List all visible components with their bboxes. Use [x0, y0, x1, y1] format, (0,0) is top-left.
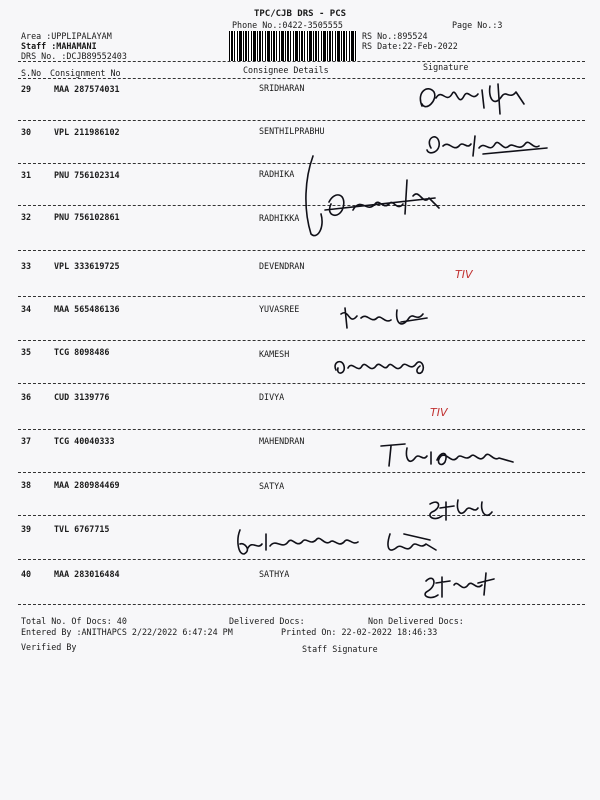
row-divider [18, 340, 585, 341]
row-divider [18, 250, 585, 251]
signature-39-image [230, 520, 450, 566]
row-consignment: MAA 280984469 [54, 480, 120, 490]
document-title: TPC/CJB DRS - PCS [253, 9, 347, 19]
row-consignment: VPL 211986102 [54, 127, 120, 137]
signature-35-image [330, 348, 440, 382]
column-header-consignment: Consignment No [50, 68, 121, 78]
row-consignee: MAHENDRAN [259, 436, 305, 446]
column-header-consignee: Consignee Details [243, 65, 329, 75]
total-docs: Total No. Of Docs: 40 [21, 616, 127, 626]
verified-by: Verified By [21, 642, 77, 652]
row-consignment: PNU 756102314 [54, 170, 120, 180]
row-consignee: SATYA [259, 481, 285, 491]
phone-number: Phone No.:0422-3505555 [232, 20, 343, 30]
entered-by: Entered By :ANITHAPCS 2/22/2022 6:47:24 PM [21, 627, 233, 637]
row-consignment: TCG 8098486 [54, 347, 110, 357]
drs-number: DRS No. :DCJB89552403 [21, 51, 127, 61]
staff-label: Staff :MAHAMANI [21, 41, 97, 51]
signature-34-image [335, 300, 435, 334]
row-sno: 30 [21, 127, 32, 137]
row-consignment: MAA 287574031 [54, 84, 120, 94]
signature-31-32-image [295, 148, 455, 248]
row-consignment: CUD 3139776 [54, 392, 110, 402]
row-consignee: SATHYA [259, 569, 290, 579]
staff-signature: Staff Signature [302, 644, 378, 654]
row-consignee: RADHIKKA [259, 213, 300, 223]
row-consignee: KAMESH [259, 349, 290, 359]
column-header-sno: S.No [21, 68, 42, 78]
row-consignment: MAA 283016484 [54, 569, 120, 579]
row-sno: 40 [21, 569, 32, 579]
row-sno: 39 [21, 524, 32, 534]
rs-date: RS Date:22-Feb-2022 [362, 41, 458, 51]
non-delivered-docs: Non Delivered Docs: [368, 616, 464, 626]
barcode-image [229, 31, 357, 61]
signature-40-image [416, 565, 506, 605]
row-sno: 31 [21, 170, 32, 180]
row-divider [18, 383, 585, 384]
signature-29-image [412, 78, 532, 120]
row-consignee: DIVYA [259, 392, 285, 402]
signature-37-image [375, 438, 525, 474]
row-sno: 29 [21, 84, 32, 94]
row-consignment: PNU 756102861 [54, 212, 120, 222]
row-consignment: TCG 40040333 [54, 436, 115, 446]
row-sno: 37 [21, 436, 32, 446]
row-consignee: SRIDHARAN [259, 83, 305, 93]
row-consignment: TVL 6767715 [54, 524, 110, 534]
row-consignee: DEVENDRAN [259, 261, 305, 271]
row-sno: 35 [21, 347, 32, 357]
delivered-docs: Delivered Docs: [229, 616, 305, 626]
row-sno: 33 [21, 261, 32, 271]
row-divider [18, 296, 585, 297]
row-consignee: YUVASREE [259, 304, 300, 314]
row-sno: 36 [21, 392, 32, 402]
annotation-mark-36: TIV [430, 406, 448, 419]
row-sno: 38 [21, 480, 32, 490]
rs-number: RS No.:895524 [362, 31, 428, 41]
header-divider [18, 61, 585, 62]
column-header-signature: Signature [423, 62, 469, 72]
row-sno: 32 [21, 212, 32, 222]
annotation-mark-33: TIV [455, 268, 473, 281]
printed-on: Printed On: 22-02-2022 18:46:33 [281, 627, 438, 637]
row-divider [18, 429, 585, 430]
row-consignee: SENTHILPRABHU [259, 126, 325, 136]
row-consignment: MAA 565486136 [54, 304, 120, 314]
row-consignment: VPL 333619725 [54, 261, 120, 271]
area-label: Area :UPPLIPALAYAM [21, 31, 112, 41]
row-sno: 34 [21, 304, 32, 314]
page-number: Page No.:3 [452, 20, 503, 30]
row-divider [18, 120, 585, 121]
row-consignee: RADHIKA [259, 169, 295, 179]
